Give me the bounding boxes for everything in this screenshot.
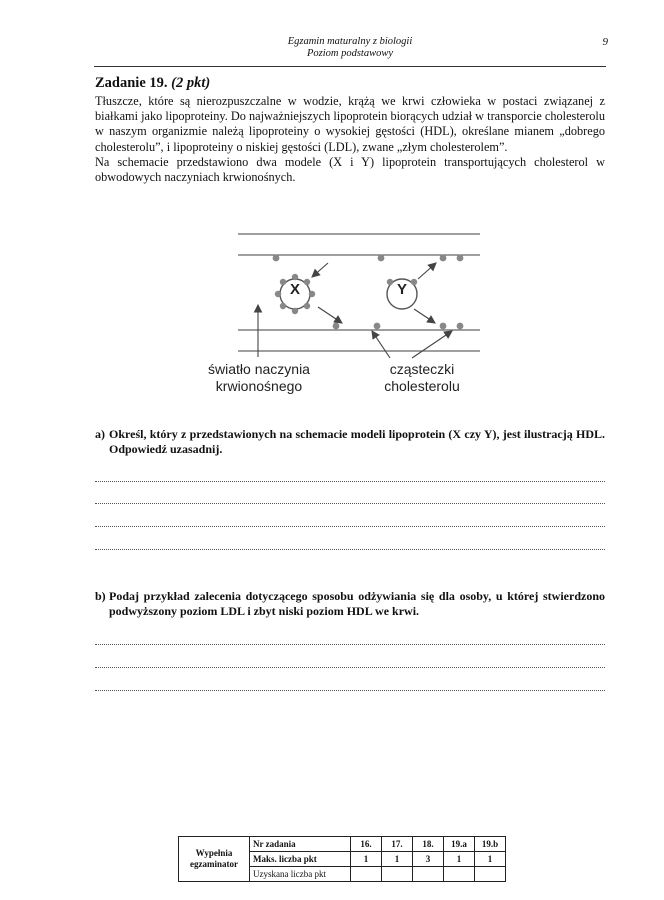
question-a-letter: a)	[95, 427, 105, 441]
answer-line-b2[interactable]	[95, 667, 605, 668]
score-side-label: Wypełnia egzaminator	[179, 837, 250, 882]
earned-points-cell[interactable]	[475, 867, 506, 882]
task-points: (2 pkt)	[171, 75, 211, 91]
answer-line-a2[interactable]	[95, 503, 605, 504]
page-header	[95, 36, 605, 60]
intro-paragraph-1: Tłuszcze, które są nierozpuszczalne w wodzie, krążą we krwi człowieka w postaci związanej z białkami jako lipoproteiny. Do najważniejszych lipoprotein biorących udział w transporcie cholesterolu w naszym organizmie należą lipoproteiny o wysokiej gęstości (HDL), określane mianem „dobrego cholesterolu”, i lipoproteiny o niskiej gęstości (LDL), zwane „złym cholesterolem”.	[95, 94, 605, 154]
earned-points-cell[interactable]	[444, 867, 475, 882]
answer-line-b1[interactable]	[95, 644, 605, 645]
question-b-letter: b)	[95, 589, 106, 603]
question-a	[95, 427, 605, 457]
task-number-cell: 19.a	[444, 837, 475, 852]
row-task-number-label: Nr zadania	[250, 837, 351, 852]
question-b	[95, 589, 605, 619]
lipoprotein-diagram	[200, 225, 500, 400]
label-model-x: X	[289, 281, 300, 298]
task-title	[95, 75, 210, 92]
max-points-cell: 1	[475, 852, 506, 867]
task-intro	[95, 94, 605, 185]
label-pointer-arrows	[258, 305, 452, 358]
max-points-cell: 1	[444, 852, 475, 867]
label-cholesterol-particles: cząsteczki cholesterolu	[384, 361, 460, 394]
task-number: Zadanie 19.	[95, 75, 168, 91]
header-divider	[94, 66, 606, 67]
answer-line-a1[interactable]	[95, 481, 605, 482]
score-table	[178, 836, 506, 882]
max-points-cell: 3	[413, 852, 444, 867]
task-number-cell: 17.	[382, 837, 413, 852]
question-b-text: Podaj przykład zalecenia dotyczącego sposobu odżywiania się dla osoby, u której stwierdzono podwyższony poziom LDL i zbyt niski poziom HDL we krwi.	[109, 589, 605, 618]
max-points-cell: 1	[382, 852, 413, 867]
earned-points-cell[interactable]	[351, 867, 382, 882]
question-a-text: Określ, który z przedstawionych na schemacie modeli lipoprotein (X czy Y), jest ilustracją HDL. Odpowiedź uzasadnij.	[109, 427, 605, 456]
answer-line-a3[interactable]	[95, 526, 605, 527]
header-exam-title: Egzamin maturalny z biologii	[287, 36, 413, 47]
label-vessel-lumen: światło naczynia krwionośnego	[208, 361, 310, 394]
task-number-cell: 18.	[413, 837, 444, 852]
row-max-points-label: Maks. liczba pkt	[250, 852, 351, 867]
earned-points-cell[interactable]	[413, 867, 444, 882]
page-number: 9	[602, 36, 608, 48]
earned-points-cell[interactable]	[382, 867, 413, 882]
max-points-cell: 1	[351, 852, 382, 867]
answer-line-b3[interactable]	[95, 690, 605, 691]
intro-paragraph-2: Na schemacie przedstawiono dwa modele (X i Y) lipoprotein transportujących cholesterol w obwodowych naczyniach krwionośnych.	[95, 154, 605, 185]
task-number-cell: 16.	[351, 837, 382, 852]
task-number-cell: 19.b	[475, 837, 506, 852]
header-level: Poziom podstawowy	[306, 48, 394, 59]
row-earned-points-label: Uzyskana liczba pkt	[250, 867, 351, 882]
label-model-y: Y	[396, 281, 407, 298]
answer-line-a4[interactable]	[95, 549, 605, 550]
